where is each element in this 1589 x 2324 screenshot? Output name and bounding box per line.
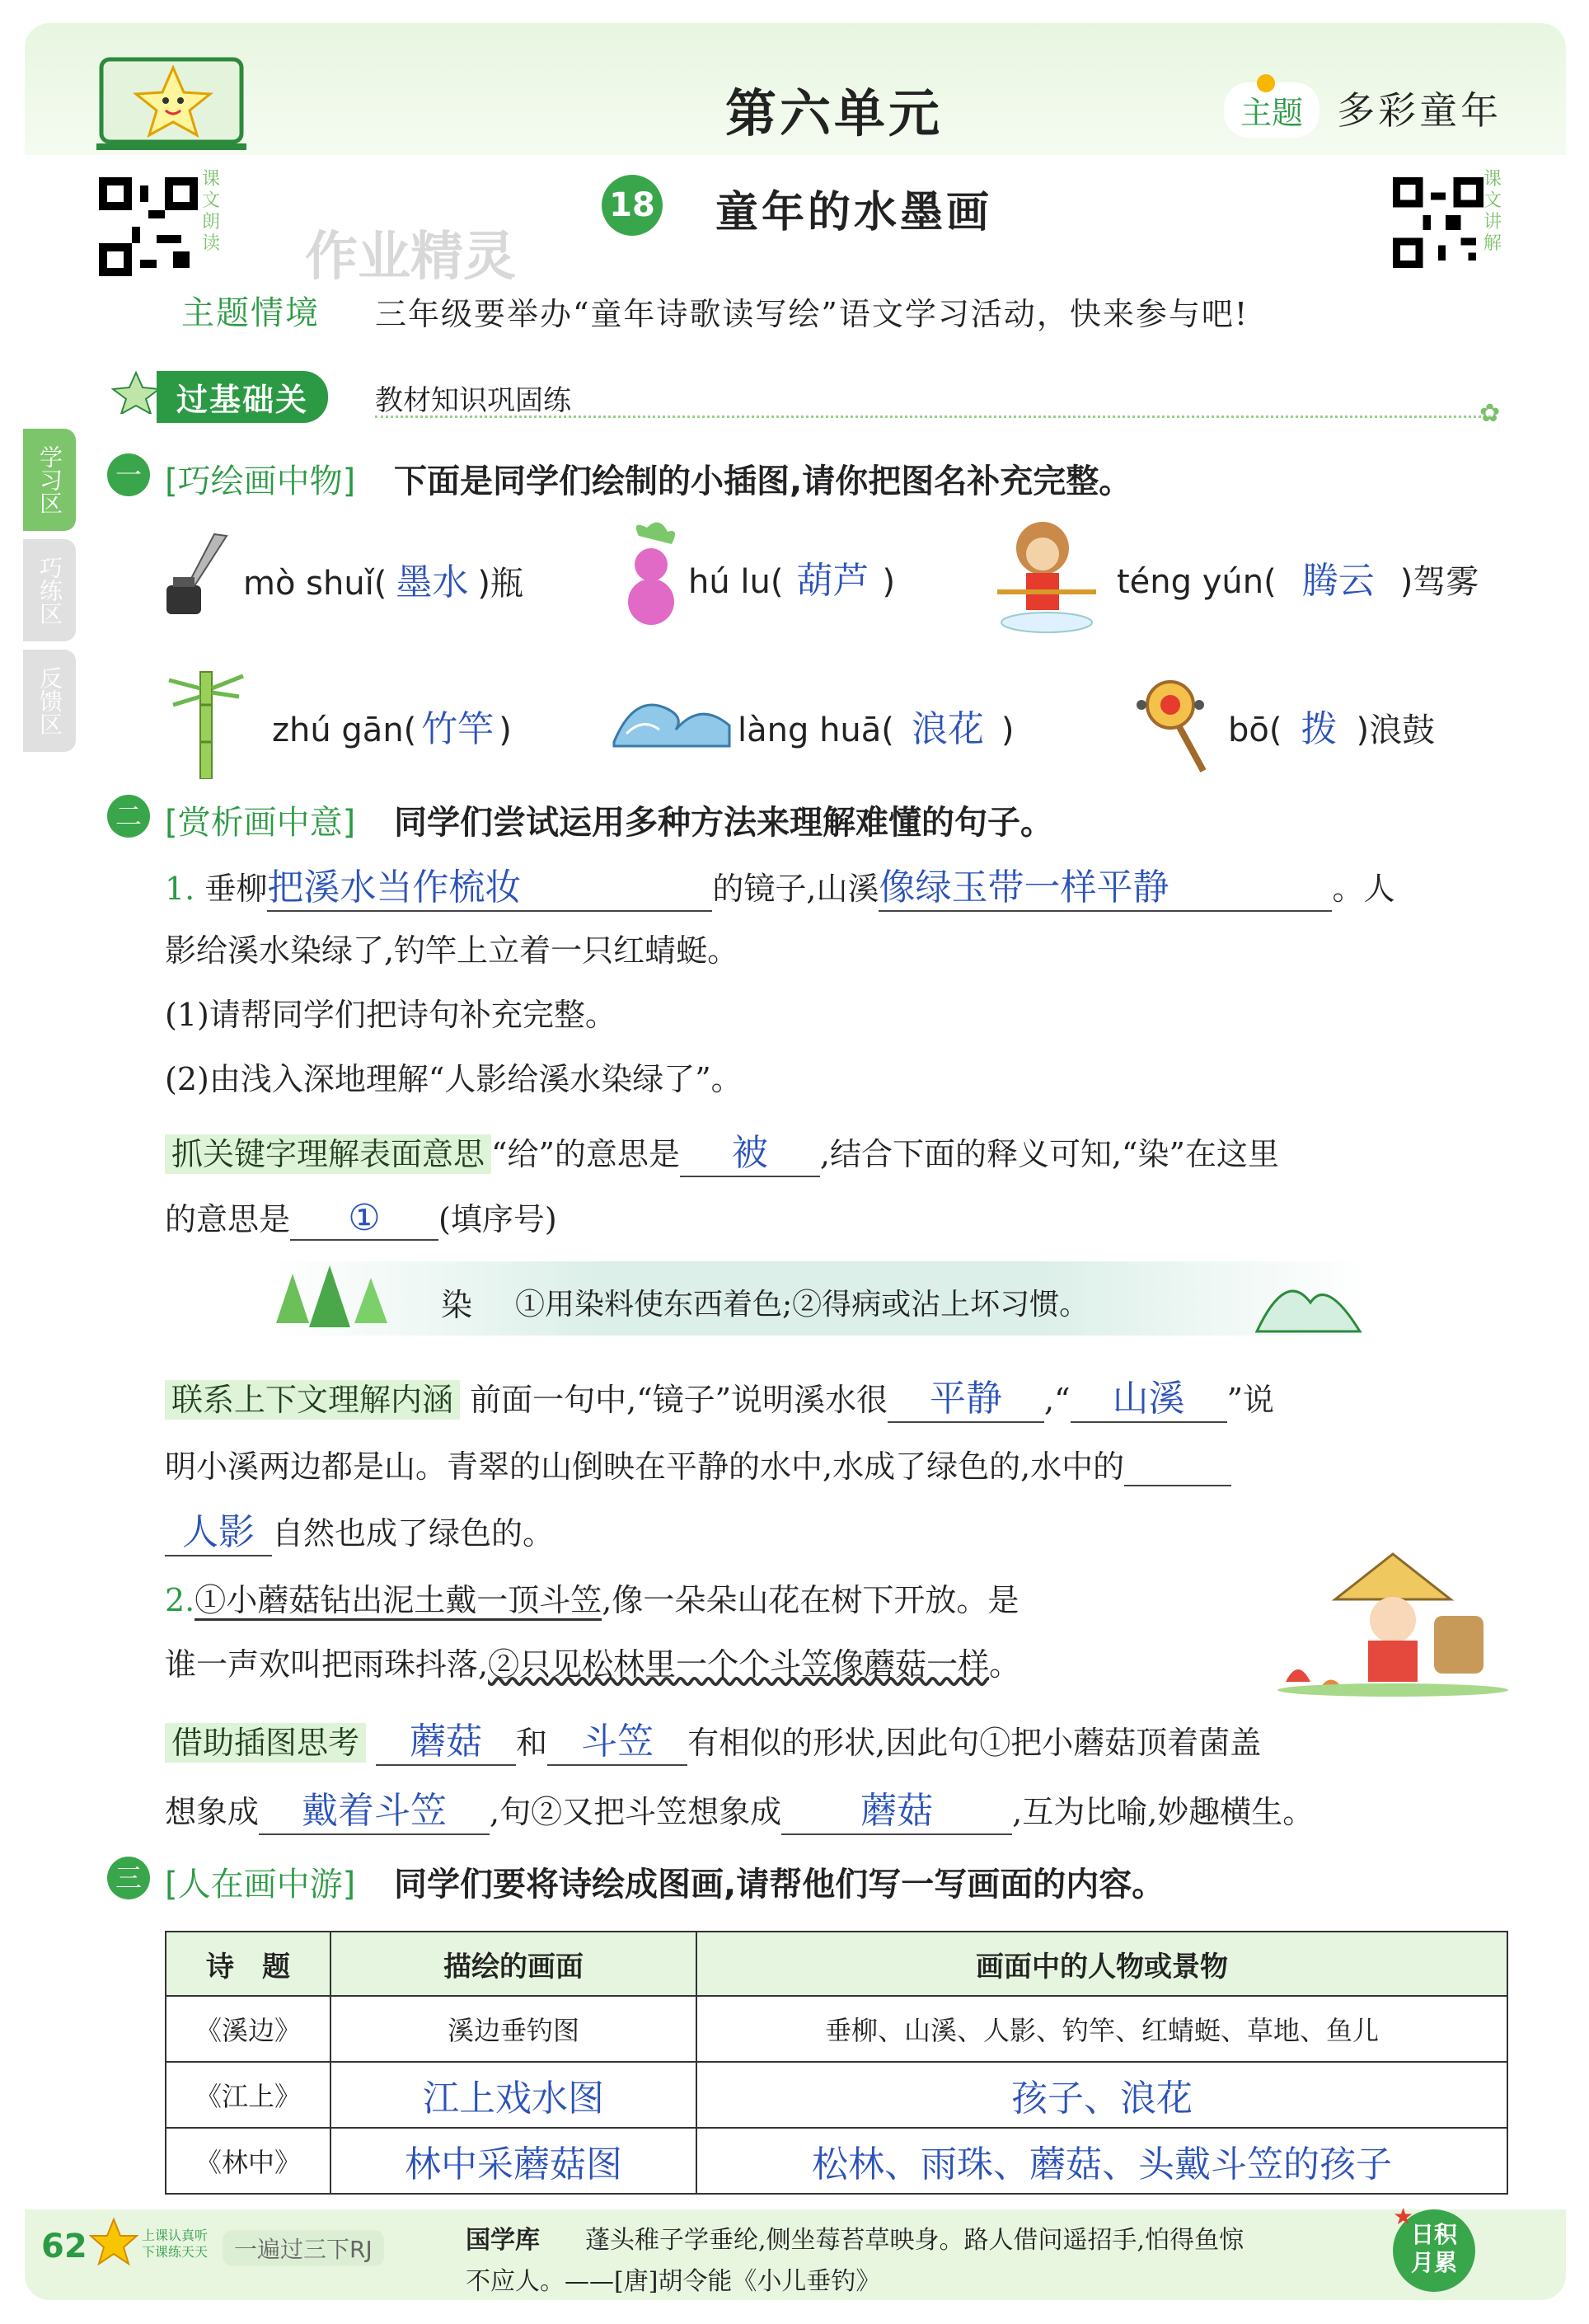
wave-icon: [610, 684, 734, 754]
answer-2[interactable]: 葫芦: [796, 560, 869, 602]
page-number: 62: [41, 2228, 87, 2265]
picture-tag: 借助插图思考: [165, 1723, 366, 1763]
section-banner: [111, 369, 1504, 428]
col-header-title: 诗 题: [166, 1932, 330, 1996]
theme-label: 主题: [1224, 82, 1319, 138]
key-word-tag: 抓关键字理解表面意思: [165, 1134, 491, 1174]
side-tabs: [23, 429, 69, 752]
q2-key-line1: 抓关键字理解表面意思 “给”的意思是 被 ,结合下面的释义可知,“染”在这里: [165, 1123, 1279, 1177]
q2-pic-line2: 想象成 戴着斗笠 ,句②又把斗笠想象成 蘑菇 ,互为比喻,妙趣横生。: [165, 1781, 1314, 1835]
q2-p2-line2: 谁一声欢叫把雨珠抖落,②只见松林里一个个斗笠像蘑菇一样。: [165, 1646, 1021, 1683]
lesson-title: 童年的水墨画: [715, 188, 993, 237]
q1-item-2: hú lu( 葫芦 ): [688, 551, 895, 603]
lesson-number-badge: 18: [602, 175, 663, 236]
leaf-icon: ✿: [1479, 399, 1501, 428]
context-tag: 联系上下文理解内涵: [165, 1380, 460, 1420]
qr-left-caption: 课文朗读: [202, 169, 221, 254]
side-tab-practice[interactable]: 巧练区: [23, 539, 76, 641]
answer-3[interactable]: 腾云: [1301, 560, 1375, 602]
table-row: 《溪边》 溪边垂钓图 垂柳、山溪、人影、钓竿、红蜻蜓、草地、鱼儿: [166, 1996, 1507, 2062]
qr-right-caption: 课文讲解: [1484, 169, 1502, 254]
guoxue-label: 国学库: [466, 2226, 540, 2255]
definition-char: 染: [441, 1287, 473, 1323]
sentence-2: ②只见松林里一个个斗笠像蘑菇一样: [488, 1646, 990, 1683]
gourd-icon: [614, 519, 688, 630]
poem-line-2: 不应人。——[唐]胡令能《小儿垂钓》: [466, 2267, 881, 2296]
sun-icon: [1257, 74, 1275, 92]
q2-sub1: (1)请帮同学们把诗句补充完整。: [165, 997, 616, 1033]
q3-number-badge: 三: [107, 1857, 150, 1899]
pic-answer-3[interactable]: 戴着斗笠: [259, 1781, 490, 1835]
qr-code-left[interactable]: [99, 177, 198, 276]
answer-4[interactable]: 竹竿: [421, 708, 495, 750]
poem-table: [165, 1931, 1508, 2195]
q2-pic-line1: 借助插图思考 蘑菇 和 斗笠 有相似的形状,因此句①把小蘑菇顶着菌盖: [165, 1711, 1261, 1766]
daily-badge: 日积 月累: [1393, 2209, 1475, 2292]
mascot-board-icon: [95, 51, 251, 157]
q1-item-1: mò shuǐ( 墨水 )瓶: [243, 552, 523, 605]
q1-header: [107, 452, 1508, 501]
ctx-blank-tail: [1124, 1448, 1231, 1486]
mushroom-girl-icon: [1269, 1550, 1508, 1702]
bamboo-icon: [161, 664, 251, 782]
pic-answer-2[interactable]: 斗笠: [547, 1711, 687, 1766]
q2-p1-line2: 影给溪水染绿了,钓竿上立着一只红蜻蜓。: [165, 932, 739, 969]
q2-number-badge: 二: [107, 795, 150, 838]
table-row: 《江上》 江上戏水图 孩子、浪花: [166, 2062, 1507, 2128]
q2-header: [107, 793, 1508, 843]
theme-badge: [1224, 81, 1502, 138]
q2-p2-line1: 2.①小蘑菇钻出泥土戴一顶斗笠,像一朵朵山花在树下开放。是: [165, 1575, 1019, 1620]
q3-prompt: 同学们要将诗绘成图画,请帮他们写一写画面的内容。: [394, 1866, 1165, 1904]
side-tab-feedback[interactable]: 反馈区: [23, 650, 76, 752]
q2-ctx-line1: 联系上下文理解内涵 前面一句中,“镜子”说明溪水很 平静 ,“ 山溪 ”说: [165, 1369, 1274, 1423]
side-tab-study[interactable]: 学习区: [23, 429, 76, 531]
key-answer-1[interactable]: 被: [680, 1123, 820, 1177]
q1-number-badge: 一: [107, 453, 150, 496]
definition-text: ①用染料使东西着色;②得病或沾上坏习惯。: [515, 1288, 1090, 1322]
q2-ctx-line3: 人影 自然也成了绿色的。: [165, 1502, 554, 1556]
q1-item-5: làng huā( 浪花 ): [738, 699, 1015, 752]
answer-1[interactable]: 墨水: [396, 561, 469, 603]
situation-text: 三年级要举办“童年诗歌读写绘”语文学习活动，快来参与吧!: [375, 296, 1249, 332]
ctx-answer-3[interactable]: 人影: [165, 1502, 272, 1556]
q1-item-6: bō( 拨 )浪鼓: [1228, 699, 1435, 752]
q2-tag: [赏析画中意]: [165, 804, 356, 842]
col-header-scene: 描绘的画面: [330, 1932, 696, 1996]
section-title: 过基础关: [157, 371, 328, 423]
monkey-king-icon: [985, 511, 1109, 638]
answer-5[interactable]: 浪花: [911, 708, 984, 750]
sentence-1: ①小蘑菇钻出泥土戴一顶斗笠: [195, 1582, 602, 1621]
q2-key-line2: 的意思是 ① (填序号): [165, 1197, 557, 1239]
rattle-drum-icon: [1133, 668, 1224, 778]
poem-line-1: 蓬头稚子学垂纶,侧坐莓苔草映身。路人借问遥招手,怕得鱼惊: [585, 2226, 1244, 2255]
watermark: 作业精灵: [305, 227, 516, 288]
book-label: 一遍过三下RJ: [223, 2230, 384, 2266]
definition-strip: [272, 1261, 1368, 1336]
poem-answer-1[interactable]: 把溪水当作梳妆: [267, 857, 712, 912]
trees-icon: [272, 1265, 404, 1339]
q1-item-3: téng yún( 腾云 )驾雾: [1117, 551, 1479, 603]
ink-bottle-icon: [157, 528, 239, 622]
q1-tag: [巧绘画中物]: [165, 462, 356, 500]
banner-divider: [375, 416, 1496, 418]
q2-ctx-line2: 明小溪两边都是山。青翠的山倒映在平静的水中,水成了绿色的,水中的: [165, 1441, 1231, 1486]
q2-prompt: 同学们尝试运用多种方法来理解难懂的句子。: [394, 804, 1053, 842]
q3-tag: [人在画中游]: [165, 1866, 356, 1904]
q2-sub2: (2)由浅入深地理解“人影给溪水染绿了”。: [165, 1061, 743, 1097]
q1-item-4: zhú gān( 竹竿 ): [272, 699, 512, 752]
pic-answer-4[interactable]: 蘑菇: [781, 1781, 1012, 1835]
footer-slogan: 上课认真听 下课练天天: [142, 2228, 209, 2260]
theme-value: 多彩童年: [1337, 88, 1502, 133]
answer-6[interactable]: 拨: [1301, 708, 1338, 750]
star-mascot-icon: [89, 2218, 138, 2270]
col-header-things: 画面中的人物或景物: [696, 1932, 1507, 1996]
situation-label: 主题情境: [181, 294, 320, 332]
table-row: 《林中》 林中采蘑菇图 松林、雨珠、蘑菇、头戴斗笠的孩子: [166, 2128, 1507, 2194]
q1-prompt: 下面是同学们绘制的小插图,请你把图名补充完整。: [394, 462, 1132, 500]
key-answer-2[interactable]: ①: [290, 1197, 438, 1241]
q2-p1-line1: 1. 垂柳把溪水当作梳妆 的镜子,山溪像绿玉带一样平静 。人: [165, 857, 1394, 912]
red-star-icon: ★: [1393, 2203, 1414, 2230]
ctx-answer-2[interactable]: 山溪: [1071, 1369, 1227, 1423]
unit-title: 第六单元: [725, 83, 944, 143]
pic-answer-1[interactable]: 蘑菇: [376, 1711, 516, 1766]
mountains-icon: [1253, 1261, 1368, 1339]
poem-answer-2[interactable]: 像绿玉带一样平静: [879, 857, 1332, 912]
q3-header: [107, 1855, 1508, 1904]
ctx-answer-1[interactable]: 平静: [888, 1369, 1044, 1423]
section-subtitle: 教材知识巩固练: [375, 384, 571, 417]
qr-code-right[interactable]: [1393, 177, 1484, 268]
